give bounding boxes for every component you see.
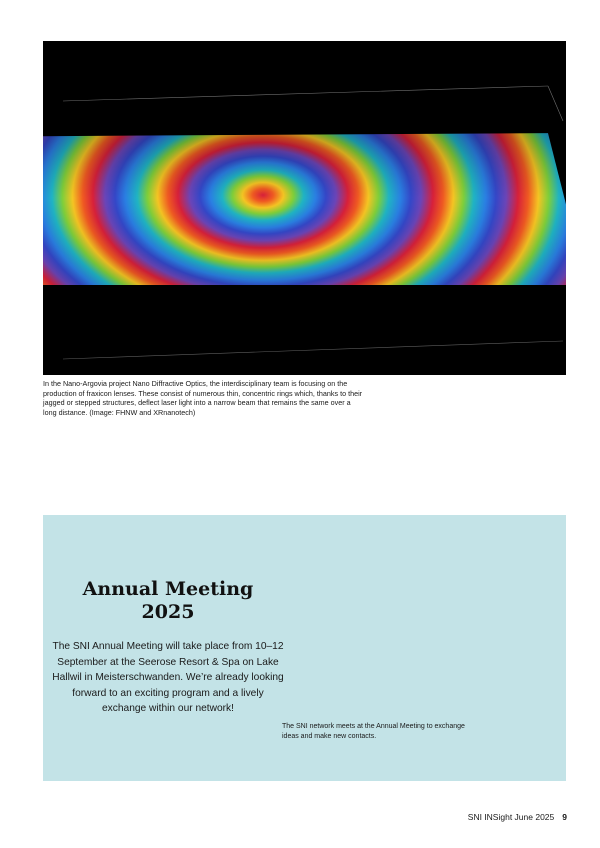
fraxicon-lens-image (43, 41, 566, 375)
annual-meeting-title (43, 578, 293, 624)
annual-meeting-note: The SNI network meets at the Annual Meeting to exchange ideas and make new contacts. (282, 723, 465, 740)
caption-text: In the Nano-Argovia project Nano Diffractive Optics, the interdisciplinary team is focusing on the production of fraxicon lenses. These consist of numerous thin, concentric rings which, thanks to their jagged or stepped structures, deflect laser light into a narrow beam that remains the same over a long distance. (Image: FHNW and XRnanotech) (43, 379, 363, 417)
publication-name: SNI INSight June 2025 (467, 812, 555, 822)
fraxicon-rings-graphic (43, 41, 566, 375)
title-line-1: Annual Meeting (82, 578, 254, 600)
figure-caption (43, 379, 363, 417)
page-footer (468, 812, 567, 822)
title-line-2: 2025 (141, 601, 195, 623)
page-number: 9 (562, 812, 567, 822)
annual-meeting-box (43, 515, 566, 781)
annual-meeting-body: The SNI Annual Meeting will take place from 10–12 September at the Seerose Resort & Spa on Lake Hallwil in Meisterschwanden. We’re already looking forward to an exciting program and a lively exchange within our network! (52, 641, 284, 715)
